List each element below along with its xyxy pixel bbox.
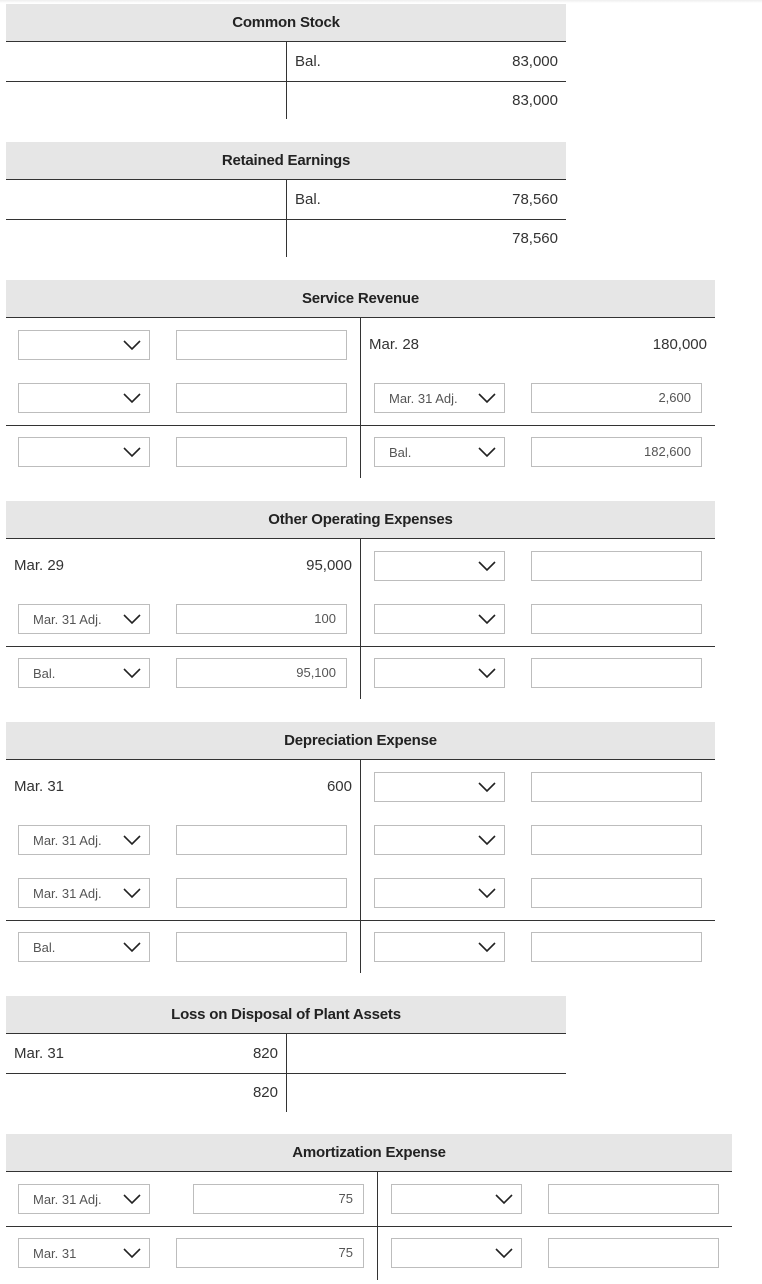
chevron-down-icon (123, 393, 141, 404)
debit-balance-input[interactable]: 75 (176, 1238, 364, 1268)
chevron-down-icon (123, 835, 141, 846)
chevron-down-icon (478, 393, 496, 404)
total-line (6, 425, 715, 426)
total-value: 83,000 (512, 92, 558, 109)
credit-balance-input[interactable] (548, 1238, 719, 1268)
select-value: Mar. 31 (33, 1246, 77, 1261)
debit-amount-input[interactable] (176, 878, 347, 908)
t-divider (360, 539, 361, 699)
debit-amount-input[interactable] (176, 383, 347, 413)
credit-date: Mar. 28 (369, 336, 420, 353)
top-shadow (0, 0, 762, 3)
select-value: Mar. 31 Adj. (33, 1192, 102, 1207)
debit-value: 95,000 (306, 557, 352, 574)
debit-balance-select[interactable] (18, 1238, 150, 1268)
chevron-down-icon (478, 888, 496, 899)
chevron-down-icon (495, 1248, 513, 1259)
account-title: Common Stock (6, 4, 566, 42)
debit-balance-select[interactable] (18, 658, 150, 688)
debit-balance-input[interactable] (176, 437, 347, 467)
select-value: Bal. (33, 666, 56, 681)
credit-balance-select[interactable] (374, 932, 505, 962)
chevron-down-icon (123, 1248, 141, 1259)
credit-date-select[interactable] (374, 878, 505, 908)
chevron-down-icon (478, 668, 496, 679)
chevron-down-icon (478, 447, 496, 458)
chevron-down-icon (123, 340, 141, 351)
debit-value: 820 (252, 1045, 278, 1062)
bal-label: Bal. (295, 53, 321, 70)
debit-date-select[interactable] (18, 330, 150, 360)
credit-amount-input[interactable] (531, 878, 702, 908)
credit-balance-input[interactable] (531, 932, 702, 962)
t-divider (360, 760, 361, 973)
debit-date-select[interactable] (18, 878, 150, 908)
credit-date-select[interactable] (374, 604, 505, 634)
credit-amount-input[interactable]: 2,600 (531, 383, 702, 413)
debit-amount-input[interactable]: 100 (176, 604, 347, 634)
chevron-down-icon (478, 561, 496, 572)
chevron-down-icon (478, 782, 496, 793)
credit-date-select[interactable] (374, 772, 505, 802)
chevron-down-icon (123, 447, 141, 458)
total-line (6, 920, 715, 921)
debit-date: Mar. 31 (14, 1045, 65, 1062)
chevron-down-icon (123, 614, 141, 625)
credit-balance-select[interactable] (391, 1238, 522, 1268)
bal-label: Bal. (295, 191, 321, 208)
total-line (6, 1226, 732, 1227)
account-title: Retained Earnings (6, 142, 566, 180)
credit-date-select[interactable] (374, 383, 505, 413)
credit-amount-input[interactable] (531, 551, 702, 581)
chevron-down-icon (123, 1194, 141, 1205)
credit-amount-input[interactable] (531, 772, 702, 802)
total-line (6, 219, 566, 220)
debit-date: Mar. 29 (14, 557, 65, 574)
debit-amount-input[interactable] (176, 825, 347, 855)
total-value: 78,560 (512, 230, 558, 247)
chevron-down-icon (478, 942, 496, 953)
bal-value: 83,000 (512, 53, 558, 70)
account-title: Service Revenue (6, 280, 715, 318)
select-value: Bal. (33, 940, 56, 955)
t-divider (360, 318, 361, 478)
credit-value: 180,000 (652, 336, 707, 353)
debit-balance-select[interactable] (18, 932, 150, 962)
credit-amount-input[interactable] (531, 825, 702, 855)
credit-date-select[interactable] (391, 1184, 522, 1214)
chevron-down-icon (495, 1194, 513, 1205)
debit-amount-input[interactable] (176, 330, 347, 360)
account-title: Amortization Expense (6, 1134, 732, 1172)
credit-balance-select[interactable] (374, 437, 505, 467)
select-value: Mar. 31 Adj. (389, 391, 458, 406)
credit-amount-input[interactable] (531, 604, 702, 634)
chevron-down-icon (478, 835, 496, 846)
account-title: Depreciation Expense (6, 722, 715, 760)
chevron-down-icon (123, 888, 141, 899)
total-line (6, 646, 715, 647)
debit-date-select[interactable] (18, 1184, 150, 1214)
select-value: Mar. 31 Adj. (33, 833, 102, 848)
chevron-down-icon (123, 668, 141, 679)
credit-date-select[interactable] (374, 825, 505, 855)
debit-date: Mar. 31 (14, 778, 65, 795)
total-line (6, 1073, 566, 1074)
debit-balance-input[interactable]: 95,100 (176, 658, 347, 688)
account-title: Loss on Disposal of Plant Assets (6, 996, 566, 1034)
debit-amount-input[interactable]: 75 (193, 1184, 364, 1214)
account-title: Other Operating Expenses (6, 501, 715, 539)
debit-date-select[interactable] (18, 825, 150, 855)
credit-balance-select[interactable] (374, 658, 505, 688)
chevron-down-icon (123, 942, 141, 953)
total-line (6, 81, 566, 82)
chevron-down-icon (478, 614, 496, 625)
select-value: Mar. 31 Adj. (33, 612, 102, 627)
credit-balance-input[interactable]: 182,600 (531, 437, 702, 467)
select-value: Bal. (389, 445, 412, 460)
debit-date-select[interactable] (18, 383, 150, 413)
debit-value: 600 (326, 778, 352, 795)
credit-amount-input[interactable] (548, 1184, 719, 1214)
debit-balance-input[interactable] (176, 932, 347, 962)
debit-balance-select[interactable] (18, 437, 150, 467)
select-value: Mar. 31 Adj. (33, 886, 102, 901)
credit-balance-input[interactable] (531, 658, 702, 688)
debit-date-select[interactable] (18, 604, 150, 634)
bal-value: 78,560 (512, 191, 558, 208)
credit-date-select[interactable] (374, 551, 505, 581)
total-value: 820 (252, 1084, 278, 1101)
